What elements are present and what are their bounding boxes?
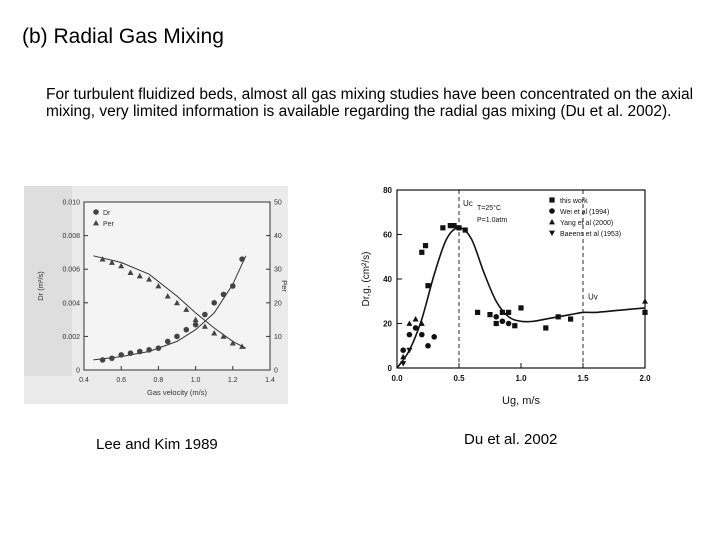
- x-tick-label: 1.4: [265, 377, 275, 384]
- data-point: [211, 300, 217, 306]
- data-point: [642, 310, 647, 315]
- y-tick-label: 80: [383, 186, 392, 195]
- data-point: [494, 321, 499, 326]
- data-point: [500, 318, 506, 324]
- x-axis-label: Ug, m/s: [502, 395, 540, 407]
- y-tick-label: 0: [387, 364, 392, 373]
- data-point: [100, 357, 106, 363]
- body-paragraph: For turbulent fluidized beds, almost all gas mixing studies have been concentrated on the axial mixing, very limited information is available regarding the radial gas mixing (Du et al. 2002).: [46, 86, 694, 120]
- data-point: [506, 310, 511, 315]
- y-right-tick-label: 50: [274, 199, 282, 207]
- x-tick-label: 1.2: [227, 377, 238, 384]
- data-point: [202, 312, 208, 318]
- y-tick-label: 20: [383, 319, 392, 329]
- data-point: [230, 283, 236, 289]
- data-point: [413, 325, 419, 331]
- data-point: [475, 310, 480, 315]
- data-point: [440, 225, 445, 230]
- data-point: [128, 350, 134, 356]
- data-point: [184, 327, 190, 333]
- x-tick-label: 1.5: [577, 374, 589, 383]
- y-left-tick-label: 0.008: [62, 233, 80, 241]
- data-point: [221, 292, 227, 298]
- data-point: [487, 312, 492, 317]
- data-point: [456, 225, 461, 230]
- data-point: [400, 347, 406, 353]
- data-point: [156, 345, 162, 351]
- plot-frame: [397, 190, 645, 368]
- legend-marker: [549, 208, 555, 214]
- x-tick-label: 1.0: [515, 374, 527, 383]
- data-point: [193, 322, 199, 328]
- y-right-tick-label: 40: [274, 233, 282, 241]
- data-point: [146, 347, 152, 353]
- data-point: [419, 332, 425, 338]
- data-point: [518, 305, 523, 310]
- y-right-tick-label: 30: [274, 266, 282, 274]
- legend-label: Wei et al (1994): [560, 209, 610, 216]
- data-point: [451, 223, 456, 228]
- data-point: [500, 310, 505, 315]
- data-point: [118, 352, 124, 358]
- y-left-tick-label: 0.002: [62, 333, 80, 341]
- y-right-tick-label: 10: [274, 333, 282, 341]
- data-point: [543, 325, 548, 330]
- x-axis-label: Gas velocity (m/s): [146, 388, 208, 397]
- legend-label: Baeens et al (1953): [560, 231, 622, 238]
- y-left-axis-label: Dr (m²/s): [36, 271, 45, 301]
- y-right-tick-label: 20: [274, 300, 282, 308]
- y-axis-label: Dr,g, (cm²/s): [361, 251, 372, 307]
- data-point: [506, 321, 512, 327]
- x-tick-label: 0.5: [453, 374, 465, 383]
- data-point: [568, 316, 573, 321]
- data-point: [425, 343, 431, 349]
- legend-marker-dr: [93, 209, 99, 215]
- data-point: [463, 227, 468, 232]
- y-left-tick-label: 0.006: [62, 266, 80, 274]
- data-point: [137, 349, 143, 355]
- caption-left: Lee and Kim 1989: [96, 436, 218, 453]
- data-point: [493, 314, 499, 320]
- annotation-pressure: P=1.0atm: [477, 217, 508, 224]
- y-tick-label: 40: [383, 275, 392, 284]
- data-point: [425, 283, 430, 288]
- annotation-temp: T=25°C: [477, 205, 502, 212]
- data-point: [423, 243, 428, 248]
- scan-table-remnant: [24, 186, 72, 376]
- data-point: [419, 250, 424, 255]
- legend-label: Yang et al (2000): [560, 220, 614, 227]
- x-tick-label: 1.0: [190, 377, 201, 384]
- chart-du-et-al: [345, 178, 661, 414]
- caption-right: Du et al. 2002: [464, 431, 558, 448]
- data-point: [512, 323, 517, 328]
- data-point: [431, 334, 437, 340]
- legend-label: this work: [560, 198, 588, 205]
- data-point: [174, 334, 180, 340]
- data-point: [556, 314, 561, 319]
- x-tick-label: 0.8: [153, 377, 164, 384]
- annotation-uc: Uc: [463, 199, 473, 208]
- annotation-uv: Uv: [588, 292, 598, 302]
- slide-title: (b) Radial Gas Mixing: [22, 25, 224, 48]
- y-left-tick-label: 0.010: [62, 199, 80, 207]
- legend-label-per: Per: [103, 221, 114, 228]
- y-left-tick-label: 0.004: [62, 300, 80, 308]
- x-tick-label: 0.4: [79, 377, 89, 384]
- legend-marker: [549, 197, 554, 202]
- y-right-tick-label: 0: [274, 367, 278, 375]
- chart-lee-kim: [24, 186, 288, 404]
- x-tick-label: 2.0: [639, 374, 651, 383]
- data-point: [109, 355, 115, 361]
- y-left-tick-label: 0: [76, 367, 80, 375]
- data-point: [407, 332, 413, 338]
- data-point: [239, 256, 245, 262]
- y-right-axis-label: Per: [280, 280, 289, 292]
- x-tick-label: 0.6: [116, 377, 127, 384]
- x-tick-label: 0.0: [391, 374, 403, 383]
- data-point: [165, 339, 171, 345]
- legend-label-dr: Dr: [103, 210, 111, 217]
- y-tick-label: 60: [383, 230, 392, 240]
